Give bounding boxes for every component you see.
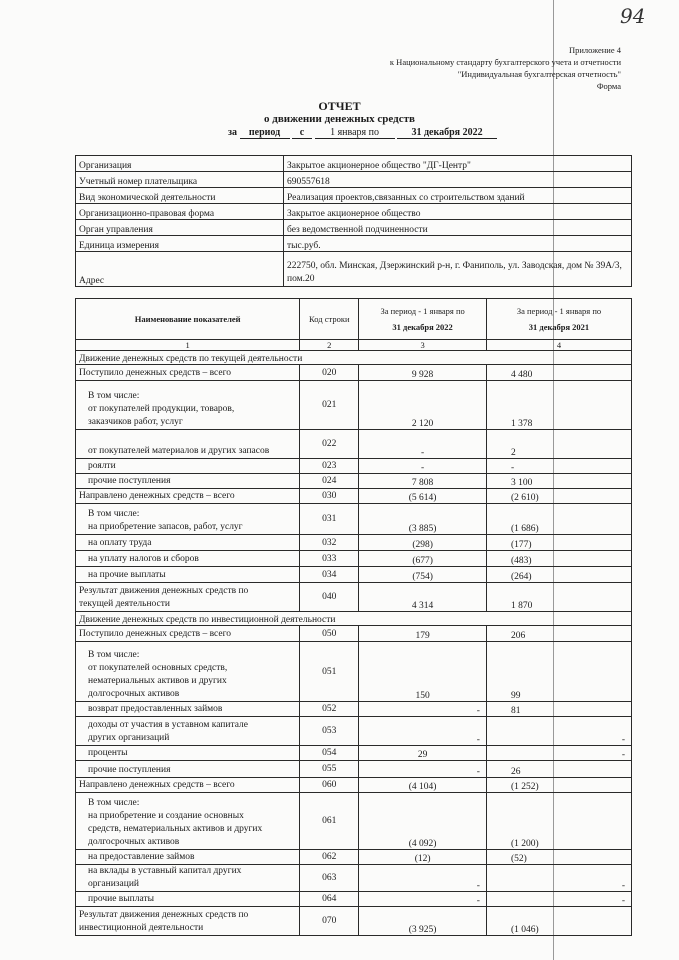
row-value-2022: (298) (359, 535, 487, 551)
row-value-2021: 99 (486, 642, 631, 702)
row-value-2021: - (486, 892, 631, 907)
report-subtitle: о движении денежных средств (264, 113, 415, 125)
row-name: на вклады в уставный капитал других организаций (76, 865, 300, 892)
row-value-2021: (52) (486, 850, 631, 865)
header-period-2022-line2: 31 декабря 2022 (392, 322, 453, 332)
info-value: 690557618 (284, 172, 632, 188)
row-name: Поступило денежных средств – всего (76, 626, 300, 642)
row-value-2021: (177) (486, 535, 631, 551)
row-code: 031 (300, 504, 359, 535)
row-name: на предоставление займов (76, 850, 300, 865)
report-title: ОТЧЕТ (318, 99, 361, 113)
table-row (76, 761, 632, 778)
period-s: с (292, 127, 312, 139)
column-number: 1 (76, 340, 300, 351)
row-code: 040 (300, 583, 359, 612)
table-row (76, 381, 632, 430)
header-code: Код строки (300, 299, 359, 340)
table-row (76, 583, 632, 612)
info-label: Организация (76, 156, 284, 172)
row-value-2021: 1 870 (486, 583, 631, 612)
table-row (76, 778, 632, 793)
row-value-2021: 2 (486, 430, 631, 459)
cash-flow-table (75, 298, 632, 936)
row-value-2022: (5 614) (359, 489, 487, 504)
row-value-2021: - (486, 746, 631, 761)
row-value-2022: - (359, 702, 487, 717)
report-period (228, 127, 497, 139)
row-value-2021: (1 046) (486, 907, 631, 936)
table-row (76, 567, 632, 583)
row-value-2021: (2 610) (486, 489, 631, 504)
row-code: 051 (300, 642, 359, 702)
row-name: В том числе: на приобретение и создание основных средств, нематериальных активов и других долгосрочных активов (76, 793, 300, 850)
table-row (76, 702, 632, 717)
row-name: прочие поступления (76, 761, 300, 778)
row-value-2022: - (359, 717, 487, 746)
row-value-2021: 26 (486, 761, 631, 778)
period-to: 31 декабря 2022 (397, 127, 497, 139)
info-row (76, 220, 632, 236)
row-code: 064 (300, 892, 359, 907)
table-row (76, 642, 632, 702)
row-code: 030 (300, 489, 359, 504)
table-row (76, 892, 632, 907)
row-value-2021: 81 (486, 702, 631, 717)
row-value-2022: (3 885) (359, 504, 487, 535)
row-value-2022: (12) (359, 850, 487, 865)
appendix-line: "Индивидуальная бухгалтерская отчетность" (457, 69, 621, 79)
row-code: 023 (300, 459, 359, 474)
info-value: без ведомственной подчиненности (284, 220, 632, 236)
header-period-2021 (486, 299, 631, 340)
row-name: Результат движения денежных средств по инвестиционной деятельности (76, 907, 300, 936)
row-code: 054 (300, 746, 359, 761)
row-code: 050 (300, 626, 359, 642)
row-code: 024 (300, 474, 359, 489)
row-value-2022: 150 (359, 642, 487, 702)
row-name: В том числе: на приобретение запасов, работ, услуг (76, 504, 300, 535)
row-value-2021: (1 200) (486, 793, 631, 850)
row-code: 055 (300, 761, 359, 778)
row-name: на оплату труда (76, 535, 300, 551)
row-value-2021: - (486, 717, 631, 746)
row-code: 061 (300, 793, 359, 850)
row-code: 032 (300, 535, 359, 551)
row-value-2022: - (359, 430, 487, 459)
row-name: доходы от участия в уставном капитале других организаций (76, 717, 300, 746)
row-value-2021: - (486, 459, 631, 474)
header-period-2022 (359, 299, 487, 340)
row-value-2021: (264) (486, 567, 631, 583)
info-value: Закрытое акционерное общество (284, 204, 632, 220)
row-value-2021: - (486, 865, 631, 892)
row-name: Направлено денежных средств – всего (76, 778, 300, 793)
info-row (76, 188, 632, 204)
row-value-2022: - (359, 865, 487, 892)
row-value-2021: 206 (486, 626, 631, 642)
row-code: 052 (300, 702, 359, 717)
info-label: Вид экономической деятельности (76, 188, 284, 204)
info-label: Учетный номер плательщика (76, 172, 284, 188)
row-name: возврат предоставленных займов (76, 702, 300, 717)
page-number: 94 (620, 4, 646, 28)
row-value-2022: 29 (359, 746, 487, 761)
row-code: 034 (300, 567, 359, 583)
row-code: 020 (300, 365, 359, 381)
appendix-header (291, 44, 621, 92)
row-value-2022: - (359, 761, 487, 778)
row-value-2021: 3 100 (486, 474, 631, 489)
table-row (76, 474, 632, 489)
appendix-line: к Национальному стандарту бухгалтерского учета и отчетности (389, 57, 621, 67)
period-za: за (228, 127, 238, 138)
info-value: Реализация проектов,связанных со строительством зданий (284, 188, 632, 204)
header-period-2021-line1: За период - 1 января по (516, 306, 602, 316)
row-code: 022 (300, 430, 359, 459)
row-name: на прочие выплаты (76, 567, 300, 583)
row-code: 060 (300, 778, 359, 793)
table-row (76, 459, 632, 474)
table-row (76, 746, 632, 761)
table-row (76, 365, 632, 381)
info-row (76, 172, 632, 188)
header-name: Наименование показателей (76, 299, 300, 340)
row-name: прочие выплаты (76, 892, 300, 907)
column-number-row (76, 340, 632, 351)
info-label: Организационно-правовая форма (76, 204, 284, 220)
section-row (76, 612, 632, 626)
row-value-2022: 2 120 (359, 381, 487, 430)
row-value-2022: (3 925) (359, 907, 487, 936)
table-row (76, 850, 632, 865)
table-row (76, 626, 632, 642)
row-code: 070 (300, 907, 359, 936)
row-value-2022: 7 808 (359, 474, 487, 489)
row-value-2022: - (359, 892, 487, 907)
row-name: роялти (76, 459, 300, 474)
row-value-2021: 1 378 (486, 381, 631, 430)
info-row (76, 156, 632, 172)
row-code: 033 (300, 551, 359, 567)
info-row (76, 236, 632, 252)
info-value: тыс.руб. (284, 236, 632, 252)
info-label: Адрес (76, 252, 284, 287)
appendix-line: Форма (596, 81, 621, 91)
info-value: Закрытое акционерное общество "ДГ-Центр" (284, 156, 632, 172)
period-from: 1 января по (315, 127, 395, 139)
table-row (76, 535, 632, 551)
header-period-2021-line2: 31 декабря 2021 (528, 322, 590, 332)
row-name: Результат движения денежных средств по текущей деятельности (76, 583, 300, 612)
row-value-2021: 4 480 (486, 365, 631, 381)
header-period-2022-line1: За период - 1 января по (380, 306, 465, 316)
row-value-2022: 9 928 (359, 365, 487, 381)
info-label: Орган управления (76, 220, 284, 236)
info-value: 222750, обл. Минская, Дзержинский р-н, г. Фаниполь, ул. Заводская, дом № 39А/3, пом.20 (284, 252, 632, 287)
row-value-2022: 179 (359, 626, 487, 642)
row-name: на уплату налогов и сборов (76, 551, 300, 567)
row-value-2021: (1 252) (486, 778, 631, 793)
row-code: 021 (300, 381, 359, 430)
table-row (76, 430, 632, 459)
row-value-2022: (754) (359, 567, 487, 583)
row-name: проценты (76, 746, 300, 761)
row-value-2022: (4 104) (359, 778, 487, 793)
row-value-2022: (677) (359, 551, 487, 567)
table-row (76, 865, 632, 892)
table-row (76, 489, 632, 504)
row-value-2021: (483) (486, 551, 631, 567)
section-title: Движение денежных средств по инвестиционной деятельности (76, 612, 632, 626)
column-number: 3 (359, 340, 487, 351)
column-number: 2 (300, 340, 359, 351)
row-code: 062 (300, 850, 359, 865)
table-row (76, 907, 632, 936)
table-row (76, 551, 632, 567)
column-number: 4 (486, 340, 631, 351)
period-word: период (240, 127, 290, 139)
row-name: В том числе: от покупателей продукции, товаров, заказчиков работ, услуг (76, 381, 300, 430)
row-value-2022: - (359, 459, 487, 474)
row-name: В том числе: от покупателей основных средств, нематериальных активов и других долгосрочных активов (76, 642, 300, 702)
info-row (76, 252, 632, 287)
row-name: Поступило денежных средств – всего (76, 365, 300, 381)
section-title: Движение денежных средств по текущей деятельности (76, 351, 632, 365)
section-row (76, 351, 632, 365)
appendix-line: Приложение 4 (569, 45, 621, 55)
row-name: Направлено денежных средств – всего (76, 489, 300, 504)
row-value-2022: 4 314 (359, 583, 487, 612)
table-row (76, 793, 632, 850)
row-name: прочие поступления (76, 474, 300, 489)
info-row (76, 204, 632, 220)
table-row (76, 717, 632, 746)
row-code: 053 (300, 717, 359, 746)
row-value-2021: (1 686) (486, 504, 631, 535)
info-label: Единица измерения (76, 236, 284, 252)
table-row (76, 504, 632, 535)
table-header-row (76, 299, 632, 340)
row-value-2022: (4 092) (359, 793, 487, 850)
organization-info-table (75, 155, 632, 287)
row-name: от покупателей материалов и других запасов (76, 430, 300, 459)
row-code: 063 (300, 865, 359, 892)
